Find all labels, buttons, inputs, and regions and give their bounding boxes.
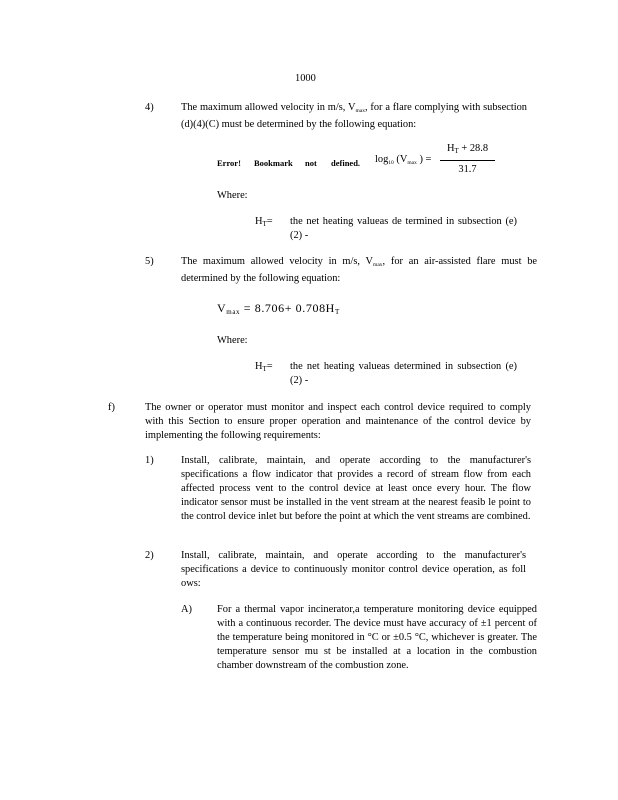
definition-2-text: the net heating valueas determined in subsection (e)(2) - <box>290 361 517 386</box>
definition-1-text: the net heating valueas de termined in subsection (e)(2) - <box>290 216 517 241</box>
where-label-2: Where: <box>217 335 248 346</box>
error-label: Error! <box>217 158 241 168</box>
defined-label: defined. <box>331 158 361 168</box>
equation-1-lhs: $\log_{10} (V_{max}$ ) = <box>375 154 432 166</box>
definition-2-term: $H_T=$ <box>255 361 273 373</box>
page-number: 1000 <box>295 73 316 84</box>
item-5-label: 5) <box>145 256 154 267</box>
where-label-1: Where: <box>217 190 248 201</box>
fraction-bar <box>440 160 495 161</box>
section-f-label: f) <box>108 402 115 413</box>
section-f-text: The owner or operator must monitor and inspect each control device required to comply with this Section to ensure proper operation and maintenance of the control device by implementing the following requirements: <box>145 402 531 441</box>
bookmark-label: Bookmark <box>254 158 293 168</box>
equation-1-denominator: 31.7 <box>458 164 477 175</box>
item-5-text: The maximum allowed velocity in m/s, $V_{max}$, for an air-assisted flare must be determined by the following equation: <box>181 256 538 284</box>
item-f2-text: Install, calibrate, maintain, and operate according to the manufacturer's specifications a device to continuously monitor control device operation, as foll ows: <box>181 550 526 589</box>
item-fA-text: For a thermal vapor incinerator,a temperature monitoring device equipped with a continuous recorder. The device must have accuracy of ±1 percent of the temperature being monitored in °C or ±0.5 °C, whichever is greater. The temperature sensor mu st be installed at a location in the combustion chamber downstream of the combustion zone. <box>217 604 537 671</box>
equation-1-numerator: $H_T + 28.8$ <box>446 143 489 155</box>
item-f1-label: 1) <box>145 455 154 466</box>
equation-2: $V_{max} = 8.706+ 0.708H_T$ <box>217 301 340 316</box>
item-fA-label: A) <box>181 604 192 615</box>
item-4-label: 4) <box>145 102 154 113</box>
item-4-text: The maximum allowed velocity in m/s, $V_{max}$, for a flare complying with subsection (d)(4)(C) must be determined by the following equation: <box>181 102 527 130</box>
item-f1-text: Install, calibrate, maintain, and operate according to the manufacturer's specifications a flow indicator that provides a record of stream flow from each affected process vent to the control device at least once every hour. The flow indicator sensor must be installed in the vent stream at the nearest feasib le point to the control device inlet but before the point at which the vent streams are combined. <box>181 455 531 522</box>
definition-1-term: $H_T=$ <box>255 216 273 228</box>
item-f2-label: 2) <box>145 550 154 561</box>
not-label: not <box>305 158 317 168</box>
